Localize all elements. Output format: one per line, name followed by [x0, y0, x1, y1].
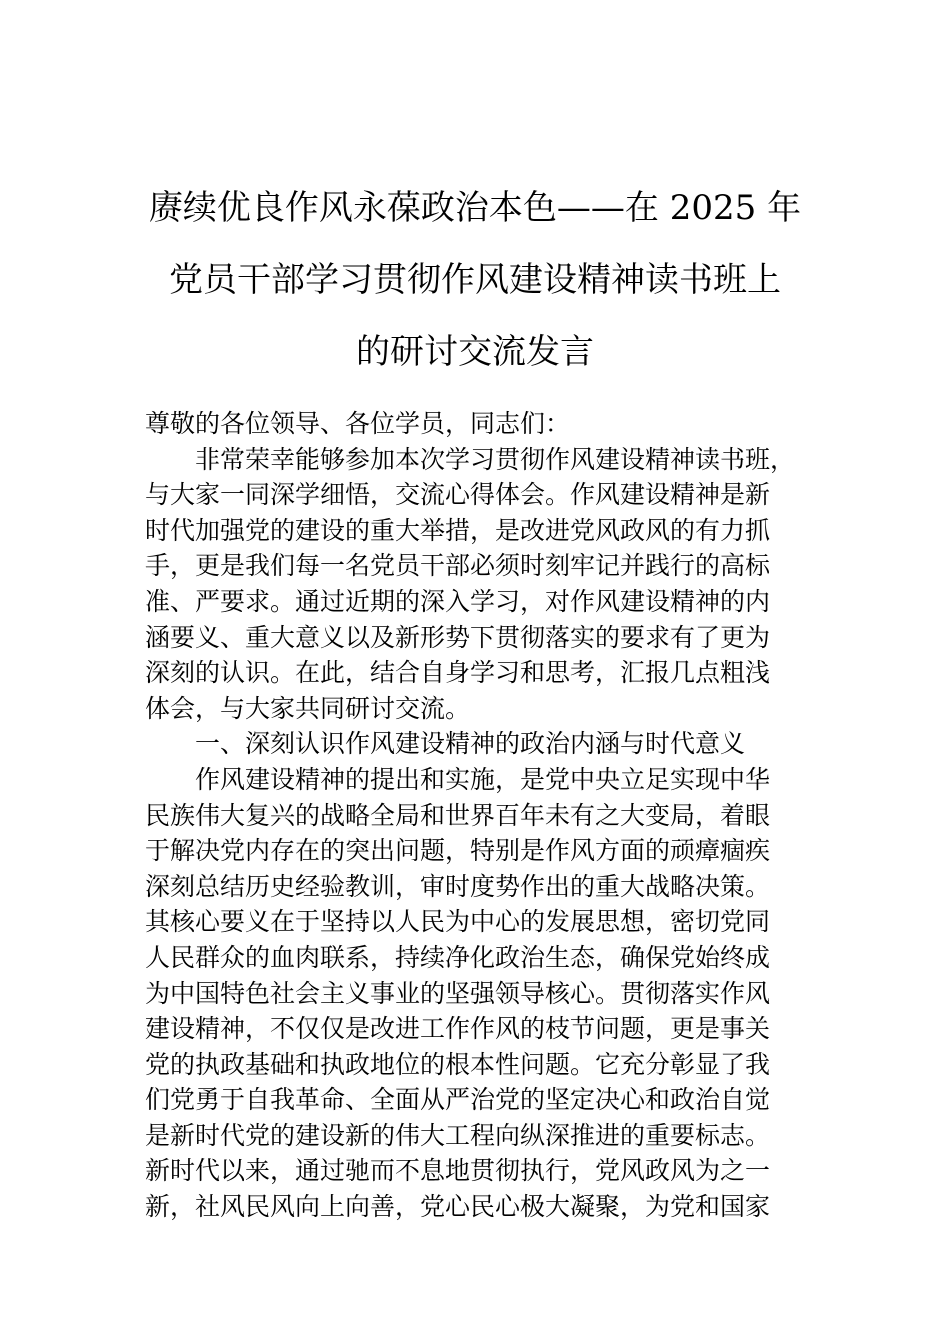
paragraph-line: 为中国特色社会主义事业的坚强领导核心。贯彻落实作风	[145, 978, 771, 1008]
document-body	[145, 406, 815, 1225]
paragraph-line: 其核心要义在于坚持以人民为中心的发展思想，密切党同	[145, 907, 771, 937]
paragraph-line: 时代加强党的建设的重大举措，是改进党风政风的有力抓	[145, 515, 771, 545]
paragraph-line: 建设精神，不仅仅是改进工作作风的枝节问题，更是事关	[145, 1014, 771, 1044]
title-line: 的研讨交流发言	[356, 332, 594, 372]
section-heading: 一、深刻认识作风建设精神的政治内涵与时代意义	[195, 729, 746, 759]
paragraph-line: 新时代以来，通过驰而不息地贯彻执行，党风政风为之一	[145, 1156, 771, 1186]
paragraph-line: 体会，与大家共同研讨交流。	[145, 693, 471, 723]
paragraph-line: 是新时代党的建设新的伟大工程向纵深推进的重要标志。	[145, 1120, 771, 1150]
paragraph-line: 深刻总结历史经验教训，审时度势作出的重大战略决策。	[145, 871, 771, 901]
paragraph-line: 民族伟大复兴的战略全局和世界百年未有之大变局，着眼	[145, 800, 771, 830]
paragraph-line: 深刻的认识。在此，结合自身学习和思考，汇报几点粗浅	[145, 658, 771, 688]
title-line: 党员干部学习贯彻作风建设精神读书班上	[169, 260, 781, 300]
paragraph-line: 与大家一同深学细悟，交流心得体会。作风建设精神是新	[145, 480, 771, 510]
paragraph-line: 涵要义、重大意义以及新形势下贯彻落实的要求有了更为	[145, 622, 771, 652]
title-line: 赓续优良作风永葆政治本色——在 2025 年	[148, 188, 802, 228]
paragraph-line: 们党勇于自我革命、全面从严治党的坚定决心和政治自觉	[145, 1085, 771, 1115]
paragraph-line: 党的执政基础和执政地位的根本性问题。它充分彰显了我	[145, 1049, 771, 1079]
paragraph-line: 手，更是我们每一名党员干部必须时刻牢记并践行的高标	[145, 551, 771, 581]
paragraph-line: 准、严要求。通过近期的深入学习，对作风建设精神的内	[145, 586, 771, 616]
document-title	[130, 172, 820, 388]
salutation: 尊敬的各位领导、各位学员，同志们：	[145, 409, 571, 438]
paragraph-line: 新，社风民风向上向善，党心民心极大凝聚，为党和国家	[145, 1192, 771, 1222]
paragraph-line: 于解决党内存在的突出问题，特别是作风方面的顽瘴痼疾	[145, 836, 771, 866]
paragraph-line: 作风建设精神的提出和实施，是党中央立足实现中华	[195, 764, 771, 794]
paragraph-line: 人民群众的血肉联系，持续净化政治生态，确保党始终成	[145, 942, 771, 972]
paragraph-line: 非常荣幸能够参加本次学习贯彻作风建设精神读书班，	[195, 444, 796, 474]
